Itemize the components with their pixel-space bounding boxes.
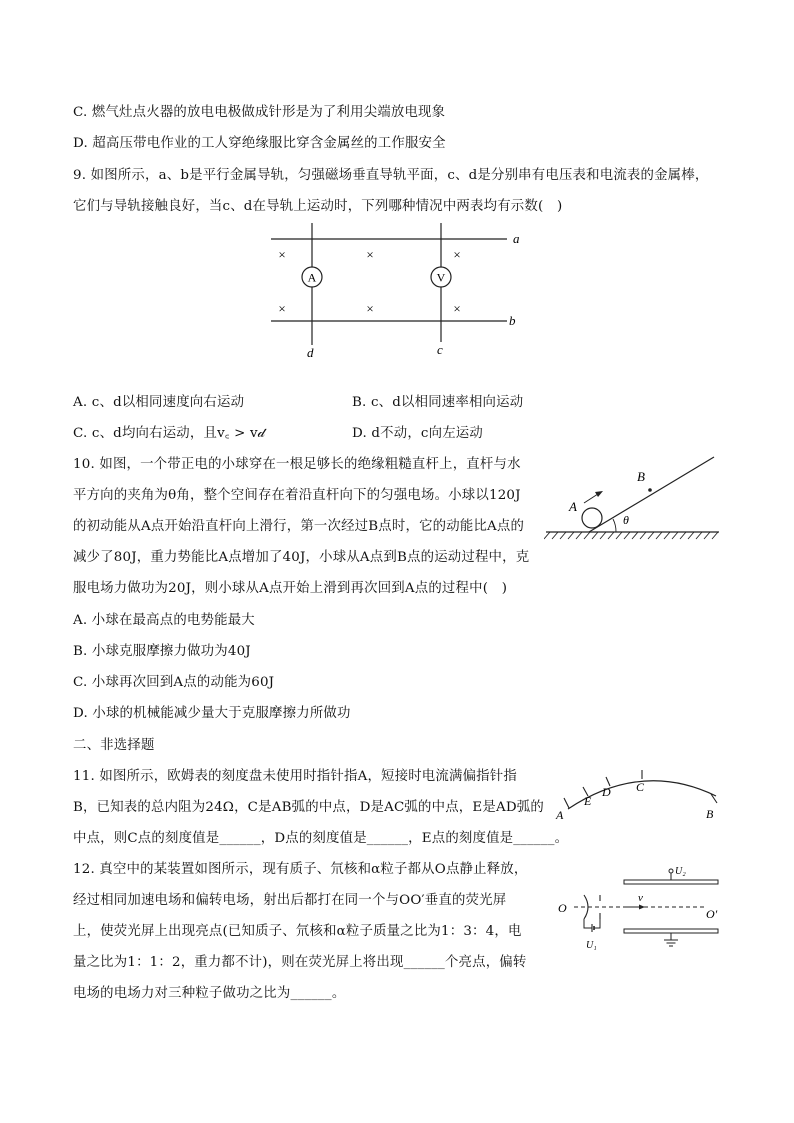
point-b-label: B (706, 807, 714, 821)
u2-terminal (669, 869, 673, 873)
point-b-label: B (637, 469, 645, 484)
q10-incline-figure (544, 452, 724, 544)
q9-option-c: C. c、d均向右运动，且v꜀ > v𝒹 (73, 426, 265, 441)
q8-option-c: C. 燃气灶点火器的放电电极做成针形是为了利用尖端放电现象 (73, 105, 446, 120)
velocity-arrowhead (639, 905, 645, 910)
rail-b-label: b (509, 313, 516, 328)
q12-stem-line3: 上，使荧光屏上出现亮点(已知质子、氘核和α粒子质量之比为1：3：4，电 (73, 924, 522, 939)
point-a-label: A (569, 499, 577, 514)
q10-stem-line1: 10. 如图，一个带正电的小球穿在一根足够长的绝缘粗糙直杆上，直杆与水 (73, 457, 521, 472)
q9-option-b: B. c、d以相同速率相向运动 (352, 395, 524, 410)
tick-a (564, 798, 569, 808)
field-mark: × (366, 301, 374, 316)
q9-circuit-figure (262, 220, 532, 362)
q10-stem-line2: 平方向的夹角为θ角，整个空间存在着沿直杆向下的匀强电场。小球以120J (73, 488, 521, 503)
lower-plate (624, 929, 718, 933)
rod-d-label: d (307, 345, 314, 360)
q10-option-d: D. 小球的机械能减少量大于克服摩擦力所做功 (73, 706, 351, 721)
velocity-arrowhead (595, 491, 603, 497)
ammeter-label: A (307, 270, 317, 285)
q9-stem-line1: 9. 如图所示，a、b是平行金属导轨，匀强磁场垂直导轨平面，c、d是分别串有电压表和电流表的金属棒， (73, 168, 709, 183)
field-mark: × (278, 247, 286, 262)
rod-line (589, 457, 714, 532)
point-c-label: C (636, 780, 645, 794)
velocity-label: v (638, 892, 643, 904)
q9-stem-line2: 它们与导轨接触良好，当c、d在导轨上运动时，下列哪种情况中两表均有示数( ) (73, 199, 563, 214)
q10-stem-line5: 服电场力做功为20J，则小球从A点开始上滑到再次回到A点的过程中( ) (73, 581, 508, 596)
q11-stem-line3: 中点，则C点的刻度值是______，D点的刻度值是______，E点的刻度值是______。 (73, 831, 569, 846)
angle-arc (613, 519, 616, 532)
field-mark: × (278, 301, 286, 316)
q12-accelerator-figure (554, 860, 728, 952)
field-mark: × (366, 247, 374, 262)
q8-option-d: D. 超高压带电作业的工人穿绝缘服比穿含金属丝的工作服安全 (73, 136, 446, 151)
q9-option-d: D. d不动，c向左运动 (352, 426, 483, 441)
upper-plate (624, 880, 718, 884)
field-mark: × (453, 301, 461, 316)
u1-lead-right (594, 919, 600, 928)
point-b-dot (648, 488, 652, 492)
section-heading: 二、非选择题 (73, 738, 155, 753)
q12-stem-line2: 经过相同加速电场和偏转电场，射出后都打在同一个与OO′垂直的荧光屏 (73, 893, 507, 908)
field-mark: × (453, 247, 461, 262)
rod-c-label: c (437, 342, 443, 357)
q11-ohmmeter-scale-figure (550, 770, 730, 826)
q12-stem-line4: 量之比为1：1：2，重力都不计)，则在荧光屏上将出现______个亮点，偏转 (73, 955, 527, 970)
rail-a-label: a (513, 231, 520, 246)
point-a-label: A (556, 808, 564, 822)
q9-option-a: A. c、d以相同速度向右运动 (73, 395, 245, 410)
q10-stem-line3: 的初动能从A点开始沿直杆向上滑行，第一次经过B点时，它的动能比A点的 (73, 519, 525, 534)
point-o-label: O (558, 901, 567, 915)
angle-label: θ (623, 513, 629, 527)
u1-label: U₁ (586, 940, 597, 951)
q10-option-a: A. 小球在最高点的电势能最大 (73, 613, 255, 628)
point-e-label: E (584, 794, 592, 808)
ground-hatch (544, 532, 718, 539)
voltmeter-label: V (436, 270, 446, 285)
ball (582, 508, 602, 528)
q11-stem-line1: 11. 如图所示，欧姆表的刻度盘未使用时指针指A，短接时电流满偏指针指 (73, 769, 517, 784)
u2-label: U₂ (675, 866, 686, 877)
u1-lead-left (584, 919, 592, 928)
point-o-prime-label: O′ (706, 907, 718, 921)
q12-stem-line1: 12. 真空中的某装置如图所示，现有质子、氘核和α粒子都从O点静止释放， (73, 862, 528, 877)
q10-option-c: C. 小球再次回到A点的动能为60J (73, 675, 275, 690)
q10-option-b: B. 小球克服摩擦力做功为40J (73, 644, 251, 659)
q11-stem-line2: B，已知表的总内阻为24Ω，C是AB弧的中点，D是AC弧的中点，E是AD弧的 (73, 800, 544, 815)
q10-stem-line4: 减少了80J，重力势能比A点增加了40J，小球从A点到B点的运动过程中，克 (73, 550, 530, 565)
q12-stem-line5: 电场的电场力对三种粒子做功之比为______。 (73, 986, 346, 1001)
point-d-label: D (602, 785, 611, 799)
